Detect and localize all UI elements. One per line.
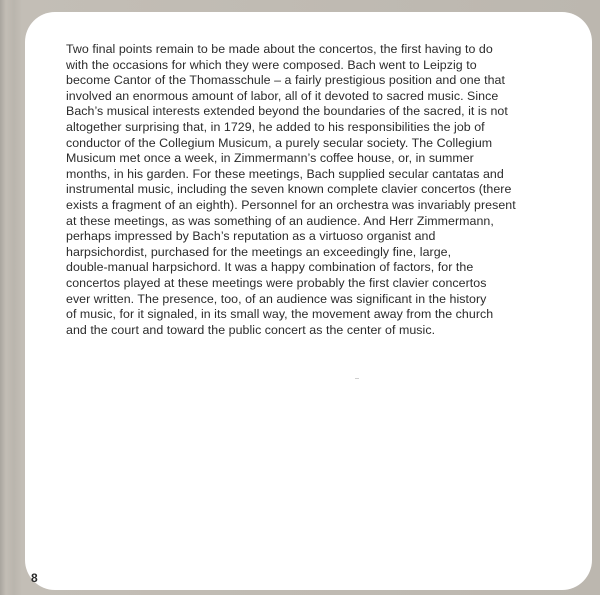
paragraph-line: double-manual harpsichord. It was a happy combination of factors, for the xyxy=(66,260,474,275)
body-paragraph xyxy=(66,42,552,338)
paragraph-line: become Cantor of the Thomasschule – a fairly prestigious position and one that xyxy=(66,73,505,88)
paragraph-line: Two final points remain to be made about the concertos, the first having to do xyxy=(66,42,493,56)
paragraph-line: and the court and toward the public concert as the center of music. xyxy=(66,322,436,337)
paragraph-line: harpsichordist, purchased for the meetings an exceedingly fine, large, xyxy=(66,244,452,259)
paragraph-line: at these meetings, as was something of an audience. And Herr Zimmermann, xyxy=(66,213,494,228)
page-number: 8 xyxy=(31,571,38,585)
paragraph-line: involved an enormous amount of labor, all of it devoted to sacred music. Since xyxy=(66,88,499,103)
paragraph-line: exists a fragment of an eighth). Personnel for an orchestra was invariably present xyxy=(66,197,516,212)
paragraph-line: Musicum met once a week, in Zimmermann’s coffee house, or, in summer xyxy=(66,151,474,166)
paragraph-line: with the occasions for which they were composed. Bach went to Leipzig to xyxy=(66,57,477,72)
paragraph-line: instrumental music, including the seven known complete clavier concertos (there xyxy=(66,182,512,197)
scan-dust-mark xyxy=(355,378,359,379)
paragraph-line: ever written. The presence, too, of an audience was significant in the history xyxy=(66,291,487,306)
paragraph-line: concertos played at these meetings were probably the first clavier concertos xyxy=(66,275,487,290)
paragraph-line: Bach’s musical interests extended beyond the boundaries of the sacred, it is not xyxy=(66,104,508,119)
paragraph-line: of music, for it signaled, in its small way, the movement away from the church xyxy=(66,307,494,322)
paragraph-line: months, in his garden. For these meetings, Bach supplied secular cantatas and xyxy=(66,166,504,181)
paragraph-line: perhaps impressed by Bach’s reputation as a virtuoso organist and xyxy=(66,229,436,244)
paragraph-line: conductor of the Collegium Musicum, a purely secular society. The Collegium xyxy=(66,135,493,150)
paragraph-line: altogether surprising that, in 1729, he added to his responsibilities the job of xyxy=(66,119,485,134)
